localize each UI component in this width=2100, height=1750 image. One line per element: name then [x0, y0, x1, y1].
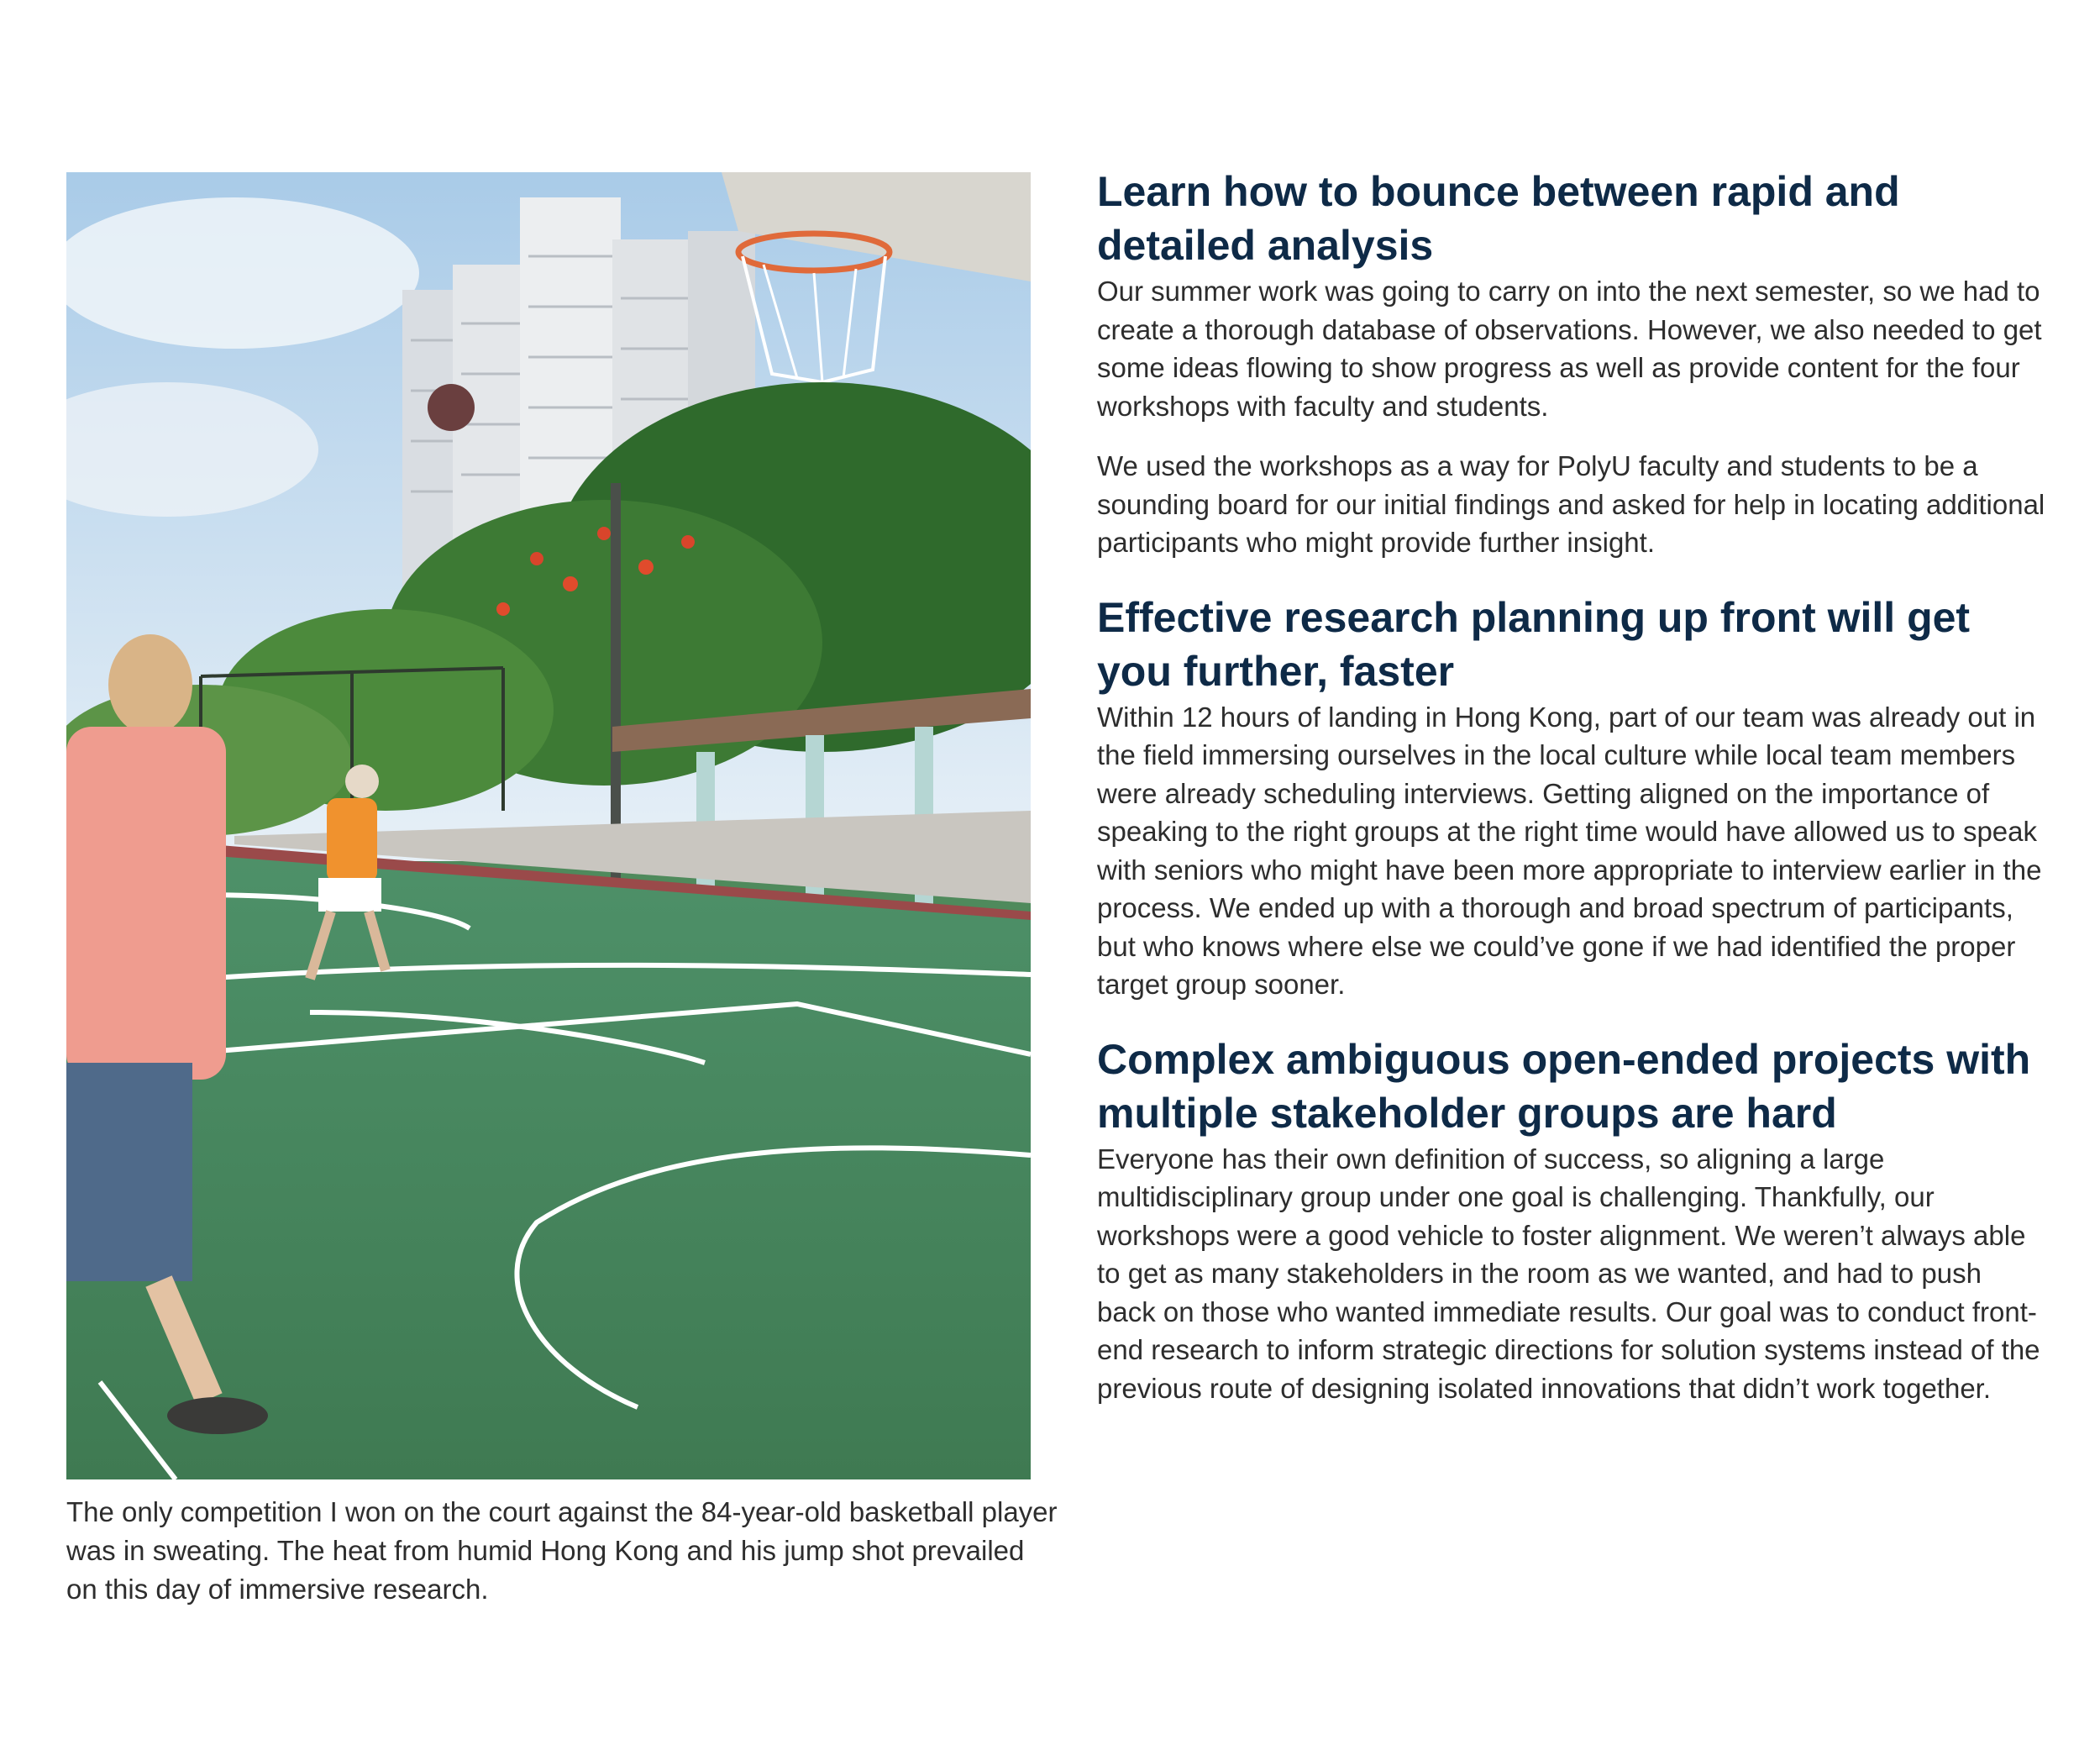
court-scene-illustration — [66, 172, 1031, 1479]
section-heading-complex-projects: Complex ambiguous open-ended projects with multiple stakeholder groups are hard — [1097, 1035, 2031, 1137]
basketball — [428, 384, 475, 431]
section-paragraph: Everyone has their own definition of success, so aligning a large multidisciplinary group under one goal is challenging. Thankfully, our workshops were a good vehicle to foster alignment. We weren’t always able to get as many stakeholders in the room as we wanted, and had to push back on those who wanted immediate results. Our goal was to conduct front-end research to inform strategic directions for solution systems instead of the previous route of designing isolated innovations that didn’t work together. — [1097, 1143, 2040, 1404]
basketball-court-photo — [66, 172, 1031, 1479]
photo-caption: The only competition I won on the court against the 84-year-old basketball player was in sweating. The heat from humid Hong Kong and his jump shot prevailed on this day of immersive research. — [66, 1496, 1058, 1605]
section-paragraph: We used the workshops as a way for PolyU faculty and students to be a sounding board for our initial findings and asked for help in locating additional participants who might provide further insight. — [1097, 450, 2045, 558]
section-paragraph: Within 12 hours of landing in Hong Kong, part of our team was already out in the field immersing ourselves in the local culture while local team members were already scheduling interviews. Getting aligned on the importance of speaking to the right groups at the right time would have allowed us to speak with seniors who might have been more appropriate to interview earlier in the process. We ended up with a thorough and broad spectrum of participants, but who knows where else we could’ve gone if we had identified the proper target group sooner. — [1097, 701, 2042, 1000]
section-heading-research-planning: Effective research planning up front will get you further, faster — [1097, 593, 1971, 695]
section-paragraph: Our summer work was going to carry on into the next semester, so we had to create a thorough database of observations. However, we also needed to get some ideas flowing to show progress as well as provide content for the four workshops with faculty and students. — [1097, 276, 2042, 422]
section-heading-rapid-analysis: Learn how to bounce between rapid and detailed analysis — [1097, 168, 1900, 269]
article-column — [1097, 165, 2046, 1407]
